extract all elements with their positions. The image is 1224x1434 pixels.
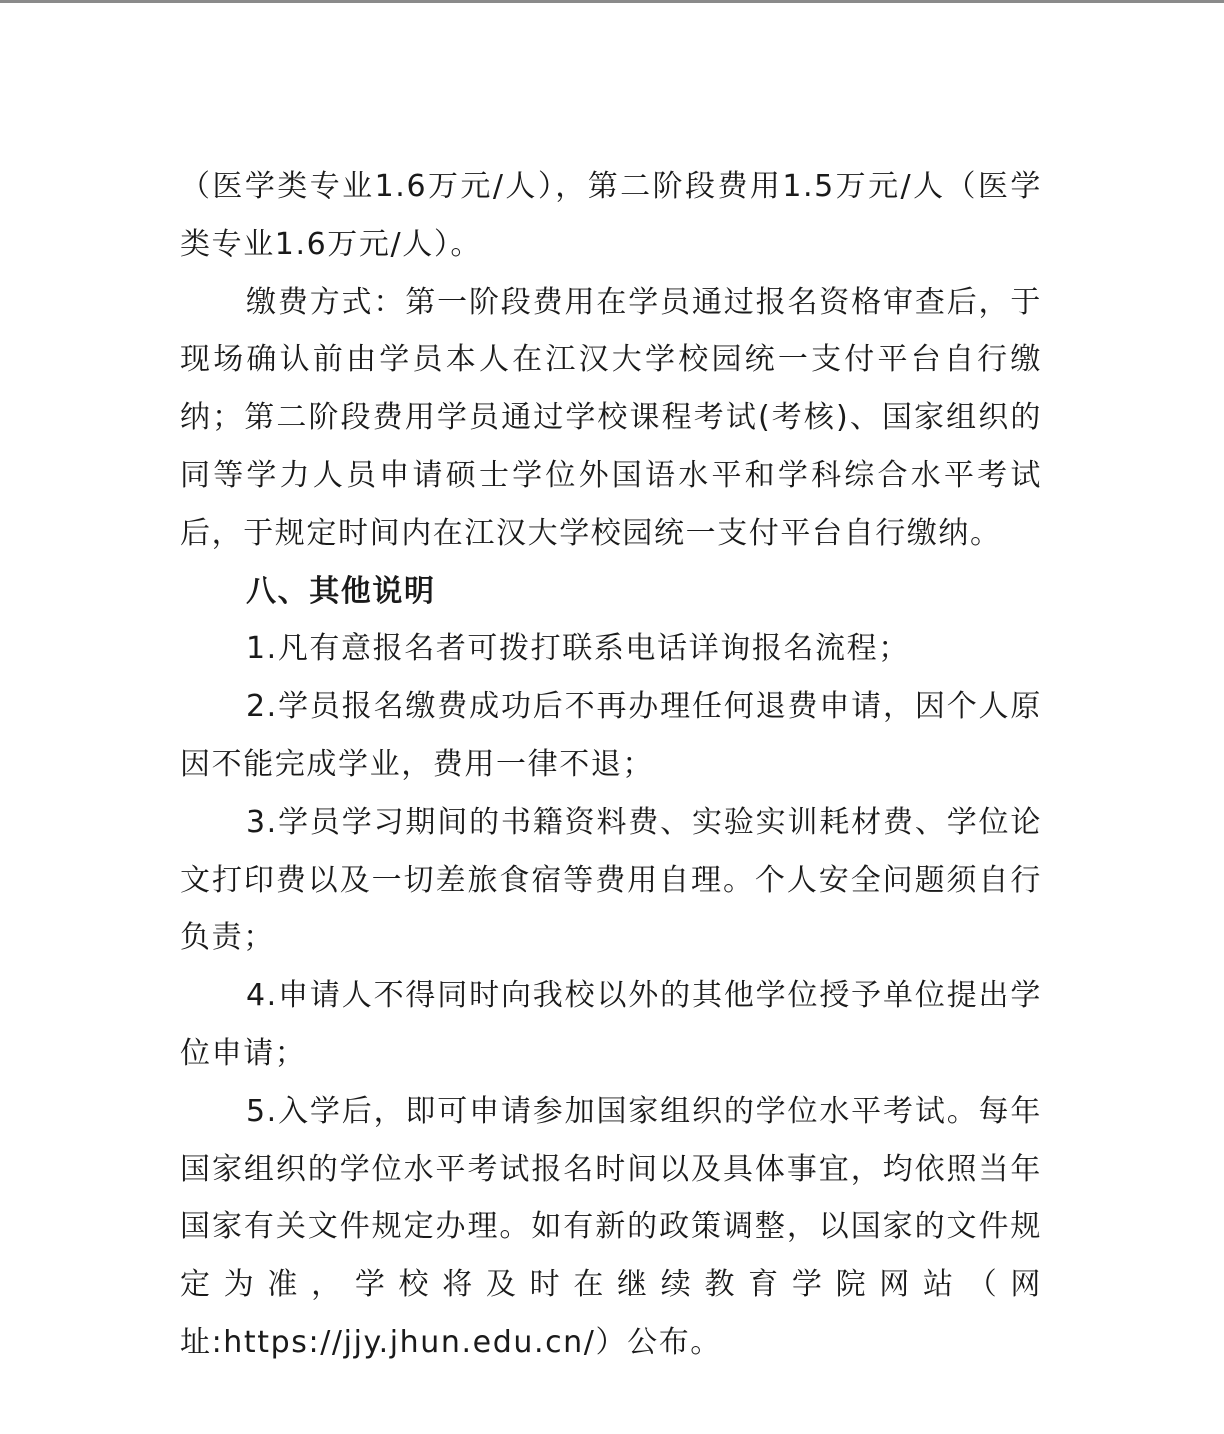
section-heading-other-notes: 八、其他说明 [246,573,436,609]
note-item-5: 5.入学后，即可申请参加国家组织的学位水平考试。每年国家组织的学位水平考试报名时间以及具体事宜，均依照当年国家有关文件规定办理。如有新的政策调整，以国家的文件规定为准，学校将及时在继续教育学院网站（网址:https://jjy.jhun.edu.cn/）公布。 [180,1093,1042,1360]
note-item-3: 3.学员学习期间的书籍资料费、实验实训耗材费、学位论文打印费以及一切差旅食宿等费用自理。个人安全问题须自行负责； [180,804,1042,956]
page-top-border [0,0,1224,3]
fee-amount-paragraph: （医学类专业1.6万元/人），第二阶段费用1.5万元/人（医学类专业1.6万元/人）。 [180,169,1042,262]
payment-method-paragraph: 缴费方式：第一阶段费用在学员通过报名资格审查后，于现场确认前由学员本人在江汉大学校园统一支付平台自行缴纳；第二阶段费用学员通过学校课程考试(考核)、国家组织的同等学力人员申请硕士学位外国语水平和学科综合水平考试后，于规定时间内在江汉大学校园统一支付平台自行缴纳。 [180,284,1042,551]
document-body [180,158,1042,1372]
note-item-4: 4.申请人不得同时向我校以外的其他学位授予单位提出学位申请； [180,978,1042,1071]
note-item-1: 1.凡有意报名者可拨打联系电话详询报名流程； [246,631,910,667]
note-item-2: 2.学员报名缴费成功后不再办理任何退费申请，因个人原因不能完成学业，费用一律不退； [180,689,1042,782]
